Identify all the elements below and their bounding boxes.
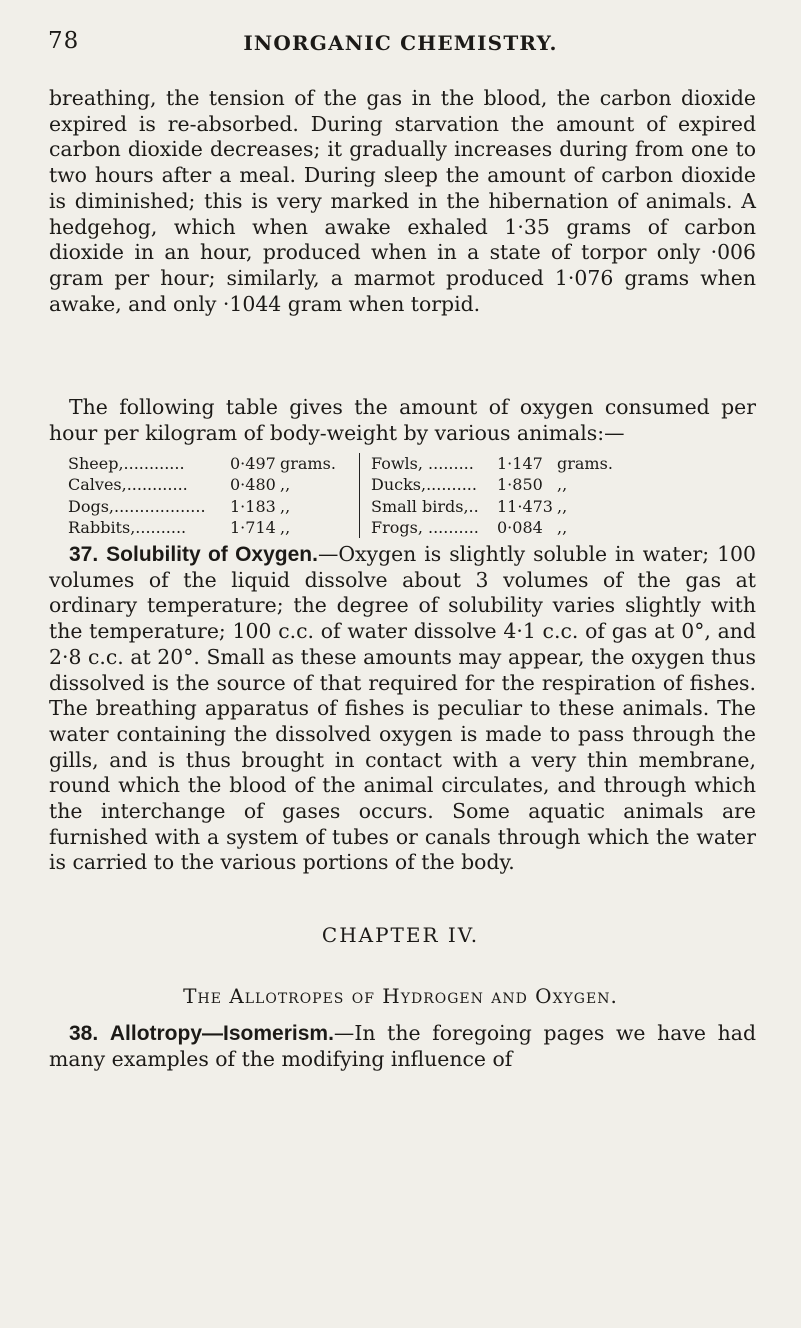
amount-value: 1·714 bbox=[230, 517, 276, 537]
amount-value: 1·147 bbox=[497, 454, 543, 473]
section-37-paragraph bbox=[49, 542, 756, 876]
amount-unit: grams. bbox=[280, 454, 336, 473]
table-row bbox=[68, 453, 342, 474]
table-row bbox=[68, 496, 342, 517]
page-number: 78 bbox=[48, 28, 80, 54]
table-row bbox=[68, 517, 342, 538]
chapter-title-text: The Allotropes of Hydrogen and Oxygen. bbox=[183, 984, 618, 1008]
amount-unit: ,, bbox=[557, 517, 568, 537]
amount-value: 1·183 bbox=[230, 496, 276, 516]
section-number: 38. bbox=[69, 1022, 99, 1045]
table-intro-text: The following table gives the amount of oxygen consumed per hour per kilogram of body-weight by various animals:— bbox=[49, 395, 756, 445]
section-38-paragraph bbox=[49, 1021, 756, 1072]
table-row bbox=[371, 474, 751, 495]
animal-name: Calves,............ bbox=[68, 475, 188, 495]
amount-unit: ,, bbox=[557, 475, 568, 495]
table-column-left bbox=[68, 453, 342, 538]
amount-value: 0·480 bbox=[230, 475, 276, 495]
running-head: INORGANIC CHEMISTRY. bbox=[243, 31, 558, 55]
table-column-right bbox=[359, 453, 751, 538]
animal-name: Rabbits,.......... bbox=[68, 517, 187, 537]
section-text: —In the foregoing pages we have had many examples of the modifying influence of bbox=[49, 1021, 756, 1071]
amount-unit: ,, bbox=[280, 496, 291, 516]
table-row bbox=[371, 517, 751, 538]
section-title: Allotropy—Isomerism. bbox=[109, 1022, 334, 1045]
table-row bbox=[68, 474, 342, 495]
table-row bbox=[371, 496, 751, 517]
section-title: Solubility of Oxygen. bbox=[106, 543, 318, 566]
amount-value: 0·497 bbox=[230, 454, 276, 473]
animal-name: Ducks,.......... bbox=[371, 475, 477, 495]
amount-value: 0·084 bbox=[497, 517, 543, 537]
section-number: 37. bbox=[69, 543, 99, 566]
chapter-heading: CHAPTER IV. bbox=[321, 923, 480, 947]
table-row bbox=[371, 453, 751, 474]
paragraph-breathing: breathing, the tension of the gas in the blood, the carbon dioxide expired is re-absorbed. During starvation the amount of expired carbon dioxide decreases; it gradually increases during from one to two hours after a meal. During sleep the amount of carbon dioxide is diminished; this is very marked in the hibernation of animals. A hedgehog, which when awake exhaled 1·35 grams of carbon dioxide in an hour, produced when in a state of torpor only ·006 gram per hour; similarly, a marmot produced 1·076 grams when awake, and only ·1044 gram when torpid. bbox=[49, 86, 756, 316]
animal-name: Small birds,.. bbox=[371, 496, 479, 516]
amount-unit: ,, bbox=[280, 475, 291, 495]
animal-name: Fowls, ......... bbox=[371, 454, 474, 473]
section-text: —Oxygen is slightly soluble in water; 100 volumes of the liquid dissolve about 3 volumes of the gas at ordinary temperature; the degree of solubility varies slightly with the temperature; 100 c.c. of water dissolve 4·1 c.c. of gas at 0°, and 2·8 c.c. at 20°. Small as these amounts may appear, the oxygen thus dissolved is the source of that required for the respiration of fishes. The breathing apparatus of fishes is peculiar to these animals. The water containing the dissolved oxygen is made to pass through the gills, and is thus brought in contact with a very thin membrane, round which the blood of the animal circulates, and through which the interchange of gases occurs. Some aquatic animals are furnished with a system of tubes or canals through which the water is carried to the various portions of the body. bbox=[49, 542, 756, 875]
amount-unit: grams. bbox=[557, 454, 613, 473]
chapter-title bbox=[0, 984, 801, 1008]
animal-name: Frogs, .......... bbox=[371, 517, 479, 537]
animal-name: Sheep,............ bbox=[68, 454, 185, 473]
amount-value: 11·473 bbox=[497, 496, 553, 516]
amount-unit: ,, bbox=[280, 517, 291, 537]
paragraph-table-intro bbox=[49, 395, 756, 446]
amount-value: 1·850 bbox=[497, 475, 543, 495]
amount-unit: ,, bbox=[557, 496, 568, 516]
animal-name: Dogs,.................. bbox=[68, 496, 206, 516]
